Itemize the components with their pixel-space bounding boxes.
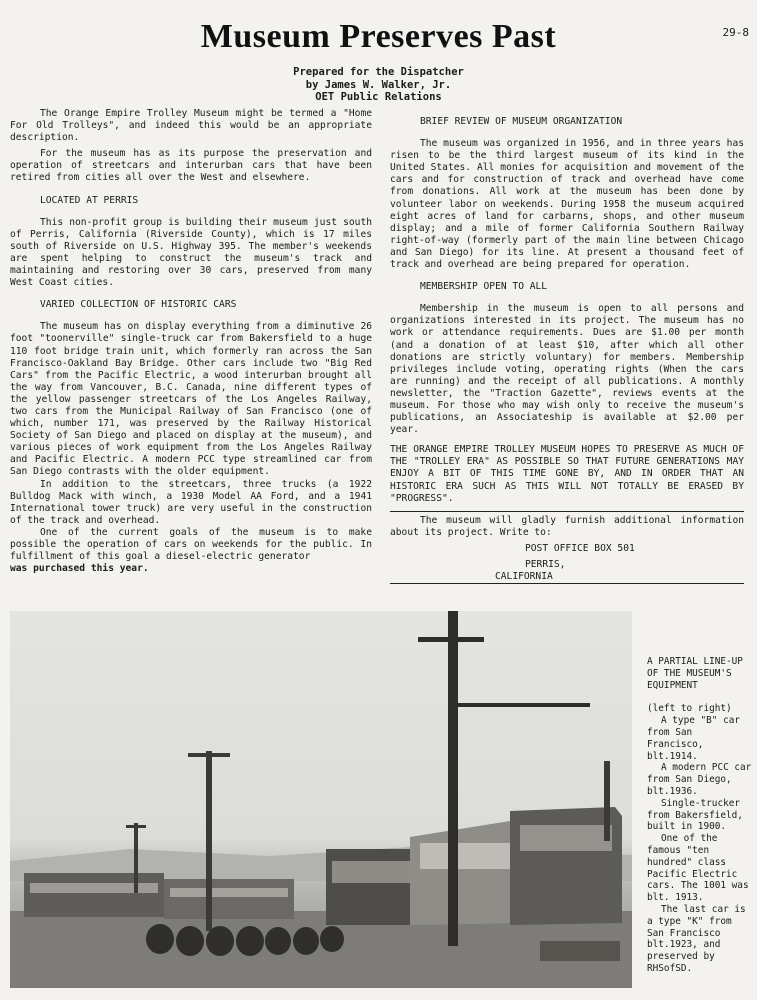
- pole-2-crossarm: [126, 825, 146, 828]
- utility-pole-2: [134, 823, 138, 893]
- article-title: Museum Preserves Past: [200, 18, 557, 55]
- photo-caption: [647, 656, 753, 975]
- caption-heading: A PARTIAL LINE-UP OF THE MUSEUM'S EQUIPMENT: [647, 656, 743, 691]
- caption-item-4: One of the famous "ten hundred" class Pacific Electric cars. The 1001 was blt. 1913.: [647, 833, 749, 904]
- byline-line-1: Prepared for the Dispatcher: [293, 66, 464, 78]
- varied-paragraph-1: The museum has on display everything from a diminutive 26 foot "toonerville" single-truck car from Bakersfield to a huge 110 foot bridge train unit, which formerly ran across the San Francisco-Oakland Bay Bridge. Other cars include two "Big Red Cars" from the Pacific Electric, a wood interurban brought all the way from Vancouver, B.C. Canada, nine different types of the yellow passenger streetcars of the Los Angeles Railway, two cars from the Municipal Railway of San Francisco (one of which, number 171, was preserved by the Railway Historical Society of San Diego and placed on display at the museum), and various pieces of work equipment from the Los Angeles Railway and Pacific Electric. A modern PCC type streamlined car from San Diego contrasts with the older equipment.: [10, 321, 372, 478]
- utility-pole-4: [604, 761, 610, 841]
- heading-varied-collection: VARIED COLLECTION OF HISTORIC CARS: [40, 299, 237, 311]
- caption-lead: (left to right): [647, 703, 732, 715]
- contact-paragraph: The museum will gladly furnish additional information about its project. Write to:: [390, 514, 744, 538]
- page-number: 29-8: [722, 26, 749, 39]
- trolley-wire-bracket: [450, 703, 590, 707]
- trolley-lineup-photo: [10, 611, 632, 988]
- heading-membership: MEMBERSHIP OPEN TO ALL: [420, 281, 548, 293]
- heading-brief-review: BRIEF REVIEW OF MUSEUM ORGANIZATION: [420, 116, 623, 127]
- caption-item-3: Single-trucker from Bakersfield, built in 1900.: [647, 797, 743, 833]
- intro-paragraph-2: For the museum has as its purpose the preservation and operation of streetcars and interurban cars that have been retired from cities all over the West and elsewhere.: [10, 148, 372, 184]
- utility-pole-3: [448, 611, 458, 946]
- intro-paragraph-1: The Orange Empire Trolley Museum might be termed a "Home For Old Trolleys", and indeed this would be an appropriate description.: [10, 108, 372, 144]
- car-3-windows: [332, 861, 410, 883]
- byline-line-3: OET Public Relations: [315, 91, 442, 103]
- divider-rule: [390, 511, 744, 512]
- caption-item-5: The last car is a type "K" from San Francisco blt.1923, and preserved by RHSofSD.: [647, 903, 746, 974]
- right-column: [390, 116, 744, 588]
- located-paragraph: This non-profit group is building their museum just south of Perris, California (Riverside County), which is 17 miles south of Riverside on U.S. Highway 395. The member's weekends are spent helping to construct the museum's track and maintaining and restoring over 30 cars, preserved from many West Coast cities.: [10, 216, 372, 289]
- address-line-2: PERRIS, CALIFORNIA: [390, 559, 744, 584]
- utility-pole-1: [206, 751, 212, 931]
- caption-item-2: A modern PCC car from San Diego, blt.1936.: [647, 762, 752, 797]
- varied-paragraph-3-end: was purchased this year.: [10, 563, 149, 575]
- closing-statement: THE ORANGE EMPIRE TROLLEY MUSEUM HOPES TO PRESERVE AS MUCH OF THE "TROLLEY ERA" AS POSSIBLE SO THAT FUTURE GENERATIONS MAY ENJOY A BIT OF THIS TIME GONE BY, AND IN ORDER THAT AN HISTORIC ERA SUCH AS THIS WILL NOT TOTALLY BE ERASED BY "PROGRESS".: [390, 444, 744, 504]
- address-line-1: POST OFFICE BOX 501: [525, 542, 635, 554]
- pole-3-crossarm: [418, 637, 484, 642]
- trolley-car-3: [326, 849, 416, 925]
- varied-paragraph-3: One of the current goals of the museum is to make possible the operation of cars on weekends for the public. In fulfillment of this goal a diesel-electric generator: [10, 526, 372, 563]
- car-1-windows: [30, 883, 158, 893]
- car-2-windows: [170, 888, 288, 897]
- trolley-car-1: [24, 873, 164, 917]
- foreground-debris: [540, 941, 620, 961]
- review-paragraph: The museum was organized in 1956, and in three years has risen to be the third largest museum of its kind in the United States. All monies for acquisition and movement of the cars and for construction of track and overhead have come from donations. All work at the museum has been done by volunteer labor on weekends. During 1958 the museum acquired eight acres of land for carbarns, shops, and other museum display; and a mile of former California Southern Railway right-of-way (formerly part of the main line between Chicago and San Diego) for its line. At present a thousand feet of track and overhead are being prepared for operation.: [390, 138, 744, 271]
- byline: [0, 66, 757, 104]
- car-5-windows: [520, 825, 612, 851]
- varied-paragraph-2: In addition to the streetcars, three trucks (a 1922 Bulldog Mack with winch, a 1930 Model AA Ford, and a 1941 International tower truck) are very useful in the construction of the track and overhead.: [10, 478, 372, 526]
- photo-illustration: [10, 611, 632, 988]
- trolley-car-2: [164, 879, 294, 919]
- caption-item-1: A type "B" car from San Francisco, blt.1914.: [647, 715, 741, 762]
- byline-line-2: by James W. Walker, Jr.: [305, 78, 452, 91]
- membership-paragraph: Membership in the museum is open to all persons and organizations interested in its project. The museum has no work or attendance requirements. Dues are $1.00 per month (and a donation of at least $10, after which all other donations are strictly voluntary) for members. Membership privileges include voting, operating rights (When the cars are running) and the receipt of all publications. A monthly newsletter, the "Traction Gazette", reviews events at the museum. For those who may wish only to receive the museum's publications, an Associateship is available at $2.00 per year.: [390, 303, 744, 436]
- car-4-windows: [420, 843, 520, 869]
- heading-located: LOCATED AT PERRIS: [40, 194, 139, 206]
- pole-1-crossarm: [188, 753, 230, 757]
- left-column: [10, 108, 372, 575]
